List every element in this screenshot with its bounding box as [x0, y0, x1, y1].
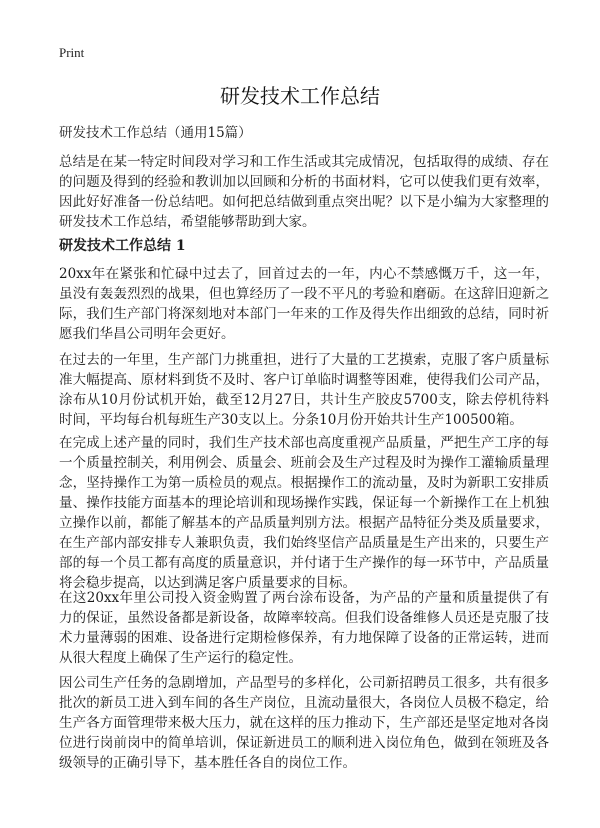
intro-paragraph: 总结是在某一特定时间段对学习和工作生活或其完成情况，包括取得的成绩、存在的问题及得到的经验和教训加以回顾和分析的书面材料，它可以使我们更有效率，因此好好准备一份总结吧。如何把总结做到重点突出呢？以下是小编为大家整理的研发技术工作总结，希望能够帮助到大家。	[59, 154, 549, 230]
print-link[interactable]: Print	[59, 45, 85, 60]
body-paragraph-1: 20xx年在紧张和忙碌中过去了，回首过去的一年，内心不禁感慨万千，这一年，虽没有轰轰烈烈的战果，但也算经历了一段不平凡的考验和磨砺。在这辞旧迎新之际，我们生产部门将深刻地对本部门一年来的工作及得失作出细致的总结，同时祈愿我们华昌公司明年会更好。	[59, 266, 549, 342]
body-paragraph-2: 在过去的一年里，生产部门力挑重担，进行了大量的工艺摸索，克服了客户质量标准大幅提高、原材料到货不及时、客户订单临时调整等困难，使得我们公司产品，涂布从10月份试机开始，截至12月27日，共计生产胶皮5700支，除去停机待料时间，平均每台机每班生产30支以上。分条10月份开始共计生产100500箱。	[59, 352, 549, 428]
section-heading: 研发技术工作总结 1	[59, 238, 186, 254]
document-subtitle: 研发技术工作总结（通用15篇）	[59, 125, 252, 141]
document-title: 研发技术工作总结	[220, 84, 380, 108]
body-paragraph-4: 在这20xx年里公司投入资金购置了两台涂布设备，为产品的产量和质量提供了有力的保证，虽然设备都是新设备，故障率较高。但我们设备维修人员还是克服了技术力量薄弱的困难、设备进行定期检修保养，有力地保障了设备的正常运转，进而从很大程度上确保了生产运行的稳定性。	[59, 590, 549, 666]
body-paragraph-5: 因公司生产任务的急剧增加，产品型号的多样化，公司新招聘员工很多，共有很多批次的新员工进入到车间的各生产岗位，且流动量很大，各岗位人员极不稳定，给生产各方面管理带来极大压力，就在这样的压力推动下，生产部还是坚定地对各岗位进行岗前岗中的简单培训，保证新进员工的顺利进入岗位角色，做到在领班及各级领导的正确引导下，基本胜任各自的岗位工作。	[59, 675, 549, 771]
body-paragraph-3: 在完成上述产量的同时，我们生产技术部也高度重视产品质量，严把生产工序的每一个质量控制关，利用例会、质量会、班前会及生产过程及时为操作工灌输质量理念，坚持操作工为第一质检员的观点。根据操作工的流动量，及时为新职工安排质量、操作技能方面基本的理论培训和现场操作实践，保证每一个新操作工在上机独立操作以前，都能了解基本的产品质量判别方法。根据产品特征分类及质量要求，在生产部内部安排专人兼职负责，我们始终坚信产品质量是生产出来的，只要生产部的每一个员工都有高度的质量意识，并付诸于生产操作的每一环节中，产品质量将会稳步提高，以达到满足客户质量要求的目标。	[59, 435, 549, 591]
